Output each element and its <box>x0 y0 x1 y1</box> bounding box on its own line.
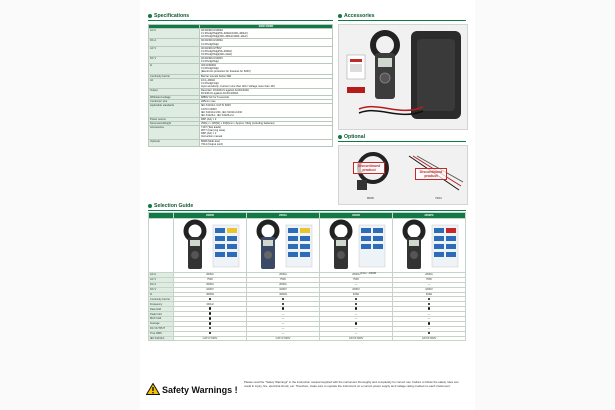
selection-cell: — <box>247 317 320 322</box>
feature-dot-icon <box>355 307 357 309</box>
selection-cell: 4000Ω <box>174 292 247 297</box>
spec-row <box>149 78 333 88</box>
spec-row <box>149 56 333 63</box>
meter-photo-2003A <box>247 219 320 273</box>
selection-cell: 400Ω <box>393 292 466 297</box>
selection-cell: CAT.IV 600V <box>247 336 320 341</box>
spec-value-line: IEC 61326-1, IEC 61326-2-2 <box>201 113 234 117</box>
spec-value-line: IEC 61010-1 CAT.IV 600V <box>201 104 231 108</box>
spec-model-header: KEW 2000R <box>200 25 333 29</box>
spec-row <box>149 126 333 139</box>
spec-key: AC V <box>149 46 200 56</box>
meter-photo-2002R <box>320 219 393 273</box>
accessories-heading <box>338 13 375 19</box>
selection-cell: — <box>393 282 466 287</box>
selection-cell: CAT.III 600V <box>320 336 393 341</box>
spec-value-line: ±1.0%rdg±3dgt <box>201 67 219 71</box>
section-bullet-icon <box>148 204 152 208</box>
photo-note: photo : 2002R <box>360 272 377 275</box>
selection-cell: — <box>247 331 320 336</box>
selection-cell: — <box>320 282 393 287</box>
spec-value-line: ±1.0%rdg±5dgt(50~400Hz) <box>201 49 233 53</box>
spec-key: Power source <box>149 117 200 121</box>
spec-value-line: Input sensitivity: Current more than 40A / Voltage more than 10V <box>201 84 275 88</box>
specifications-rule <box>148 20 333 21</box>
selection-cell: 1000V <box>393 287 466 292</box>
spec-value-line: 9077 (Carrying case) <box>201 129 226 133</box>
selection-cell: 2000A <box>174 282 247 287</box>
selection-key: Frequency <box>149 302 174 307</box>
spec-value <box>200 56 333 63</box>
safety-warnings-title: Safety Warnings ! <box>162 385 238 395</box>
spec-value-line: 7107 (Test leads) <box>201 126 221 130</box>
selection-cell: 2000A <box>247 282 320 287</box>
clamp-meter-2000R-image <box>175 219 245 271</box>
selection-cell: 750V <box>247 277 320 282</box>
spec-key: Ω <box>149 64 200 74</box>
clamp-meter-2003A-image <box>248 219 318 271</box>
spec-value-line: 8008 (Multi-tran) <box>201 139 221 143</box>
section-bullet-icon <box>338 135 342 139</box>
spec-value-line: R6P (AA) × 2 <box>201 132 217 136</box>
selection-cell: — <box>320 326 393 331</box>
selection-cell: 2000A <box>174 273 247 278</box>
feature-dot-icon <box>355 322 357 324</box>
feature-dot-icon <box>355 298 357 300</box>
spec-key: Conductor size <box>149 100 200 104</box>
meter-photo-2002PA <box>393 219 466 273</box>
spec-row <box>149 139 333 146</box>
spec-value <box>200 139 333 146</box>
feature-dot-icon <box>209 332 211 334</box>
optional-rule <box>338 141 466 142</box>
selection-cell: — <box>247 321 320 326</box>
feature-dot-icon <box>209 322 211 324</box>
selection-key: IEC 61010-1 <box>149 336 174 341</box>
spec-value <box>200 64 333 74</box>
spec-value-line: DC100mV against AC/DC1000A <box>201 92 239 96</box>
spec-value-line: 40.00/400.0/1000A <box>201 39 223 43</box>
optional-code-8008: 8008 <box>367 196 374 200</box>
spec-value <box>200 39 333 46</box>
spec-key: Accessories <box>149 126 200 139</box>
optional-code-7264: 7264 <box>435 196 442 200</box>
feature-dot-icon <box>209 307 211 309</box>
spec-value-line: ±1.0%rdg±5dgt <box>201 42 219 46</box>
selection-cell: — <box>393 312 466 317</box>
spec-value-line: 6880V AC for 5 seconds <box>201 96 229 100</box>
selection-key: Peak hold <box>149 312 174 317</box>
right-margin <box>475 0 615 410</box>
spec-key: AC A <box>149 29 200 39</box>
selection-cell: 750V <box>174 277 247 282</box>
optional-heading <box>338 134 365 140</box>
model-2002R: 2002R <box>320 213 393 219</box>
spec-row <box>149 104 333 117</box>
spec-value-line: (Electronic protection for fuseless for 600V) <box>201 70 251 74</box>
spec-key: DC V <box>149 56 200 63</box>
spec-value-line: Instruction manual <box>201 135 223 139</box>
spec-value-line: CAT.III 1000V <box>201 107 217 111</box>
optional-illustration <box>339 146 467 204</box>
selection-key: DC V <box>149 287 174 292</box>
feature-dot-icon <box>355 303 357 305</box>
selection-cell: 1000V <box>247 287 320 292</box>
spec-value-line: ±1.3%rdg±5dgt(50~400Hz/1000~400Hz) <box>201 32 248 36</box>
selection-key: AC A <box>149 273 174 278</box>
selection-key: DC OUTPUT <box>149 326 174 331</box>
spec-value-line: Recorder: DC400mV against AC/DC400A <box>201 88 249 92</box>
accessories-illustration <box>339 25 467 129</box>
left-margin <box>0 0 140 410</box>
spec-value <box>200 104 333 117</box>
feature-dot-icon <box>428 322 430 324</box>
selection-cell: 2000A <box>320 273 393 278</box>
spec-value <box>200 88 333 95</box>
spec-value <box>200 46 333 56</box>
spec-value-line: Buzzer sounds below 30Ω <box>201 74 232 78</box>
spec-row <box>149 64 333 74</box>
spec-value-line: 40.00/400.0/750V <box>201 46 222 50</box>
selection-cell: — <box>393 317 466 322</box>
selection-cell: 750V <box>393 277 466 282</box>
selection-cell: 1000V <box>174 287 247 292</box>
clamp-meter-2002PA-image <box>394 219 464 271</box>
spec-value-line: 400.0/4000Ω <box>201 64 216 68</box>
discontinued-stamp-7264: Discontinued product <box>415 168 447 180</box>
discontinued-stamp-8008: Discontinued product <box>353 162 385 174</box>
selection-key: Ω <box>149 292 174 297</box>
specifications-title: Specifications <box>154 13 190 19</box>
selection-cell: — <box>393 326 466 331</box>
spec-value-line: ±1.0%rdg±1dgt <box>201 81 219 85</box>
safety-warnings-text: Please read the "Safety Warnings" in the instruction manual supplied with the instrument thoroughly and completely for correct use. Failure to follow the safety rules can result in injury, fire, electrical shock, etc. Therefore, make sure to operate the instrument on a correct power supply and voltage rating marked on each instrument. <box>244 380 459 388</box>
spec-key: Withstand voltage <box>149 96 200 100</box>
batteries <box>347 87 365 93</box>
spec-row <box>149 29 333 39</box>
optional-photos <box>338 145 468 205</box>
feature-dot-icon <box>282 303 284 305</box>
spec-value <box>200 126 333 139</box>
feature-dot-icon <box>282 298 284 300</box>
selection-key: Continuity buzzer <box>149 297 174 302</box>
accessories-title: Accessories <box>344 13 375 19</box>
spec-key: Dimension/Weight <box>149 121 200 125</box>
spec-key: DC A <box>149 39 200 46</box>
selection-key: Average <box>149 321 174 326</box>
meter-dial <box>380 73 390 83</box>
feature-dot-icon <box>428 307 430 309</box>
selection-cell: 400Hz <box>174 302 247 307</box>
feature-dot-icon <box>428 298 430 300</box>
selection-key: MAX hold <box>149 317 174 322</box>
spec-value <box>200 29 333 39</box>
feature-dot-icon <box>428 332 430 334</box>
selection-cell: 1000V <box>320 287 393 292</box>
selection-cell: 2000A <box>247 273 320 278</box>
spec-table <box>148 24 333 147</box>
selection-cell: CAT.IV 600V <box>174 336 247 341</box>
selection-key: True RMS <box>149 331 174 336</box>
spec-value-line: ±3.5%rdg±5dgt(400~1kHz) <box>201 52 233 56</box>
feature-dot-icon <box>428 303 430 305</box>
accessories-photo <box>338 24 468 130</box>
warning-triangle-icon <box>146 383 160 395</box>
model-2002PA: 2002PA <box>393 213 466 219</box>
model-2003A: 2003A <box>247 213 320 219</box>
spec-value-line: 7014 (Output cord) <box>201 142 223 146</box>
selection-cell: — <box>247 312 320 317</box>
selection-key: AC V <box>149 277 174 282</box>
section-bullet-icon <box>338 14 342 18</box>
spec-key: Optional <box>149 139 200 146</box>
selection-cell: 400Ω <box>320 292 393 297</box>
feature-dot-icon <box>209 327 211 329</box>
spec-key: Output <box>149 88 200 95</box>
feature-dot-icon <box>209 312 211 314</box>
selection-cell: — <box>320 331 393 336</box>
spec-key: Continuity buzzer <box>149 74 200 78</box>
selection-row <box>149 336 466 341</box>
selection-guide-heading <box>148 203 193 209</box>
selection-guide-title: Selection Guide <box>154 203 194 209</box>
spec-row <box>149 39 333 46</box>
spec-value-line: ±2.0%rdg±5dgt(400~400Hz/1000~1kHz) <box>201 35 248 39</box>
accessories-rule <box>338 20 466 21</box>
spec-key: Applicable standards <box>149 104 200 117</box>
spec-value-line: 10.0~400Hz <box>201 78 216 82</box>
specifications-heading <box>148 13 189 19</box>
model-2000R: 2000R <box>174 213 247 219</box>
selection-key: DC A <box>149 282 174 287</box>
selection-guide-rule <box>148 210 466 211</box>
selection-cell: 750V <box>320 277 393 282</box>
spec-row <box>149 46 333 56</box>
selection-cell: CAT.III 600V <box>393 336 466 341</box>
optional-title: Optional <box>344 134 366 140</box>
spec-value <box>200 78 333 88</box>
spec-value-line: R6P (AA) × 2 <box>201 117 217 121</box>
meter-photo-2000R <box>174 219 247 273</box>
spec-value-line: 40.00/400.0/1000A <box>201 29 223 33</box>
spec-key: Hz <box>149 78 200 88</box>
selection-cell: 4000Ω <box>247 292 320 297</box>
feature-dot-icon <box>209 298 211 300</box>
selection-cell: 2000A <box>393 273 466 278</box>
clamp-meter-2002R-image <box>321 219 391 271</box>
feature-dot-icon <box>209 317 211 319</box>
spec-value-line: IEC 61010-2-031, IEC 61010-2-032 <box>201 110 242 114</box>
spec-value-line: ø55mm max. <box>201 100 217 104</box>
spec-value-line: 250(L) × 105(W) × 49(D)mm / Approx. 540g (including batteries) <box>201 121 275 125</box>
selection-key: Data hold <box>149 307 174 312</box>
spec-value-line: 40.00/400.0/1000V <box>201 56 223 60</box>
selection-image-row <box>149 219 466 273</box>
spec-value-line: ±1.0%rdg±5dgt <box>201 60 219 64</box>
selection-cell: — <box>247 326 320 331</box>
spec-row <box>149 88 333 95</box>
meter-display <box>378 58 392 67</box>
section-bullet-icon <box>148 14 152 18</box>
feature-dot-icon <box>282 307 284 309</box>
selection-cell: — <box>320 317 393 322</box>
selection-table <box>148 212 466 341</box>
selection-cell: — <box>320 312 393 317</box>
